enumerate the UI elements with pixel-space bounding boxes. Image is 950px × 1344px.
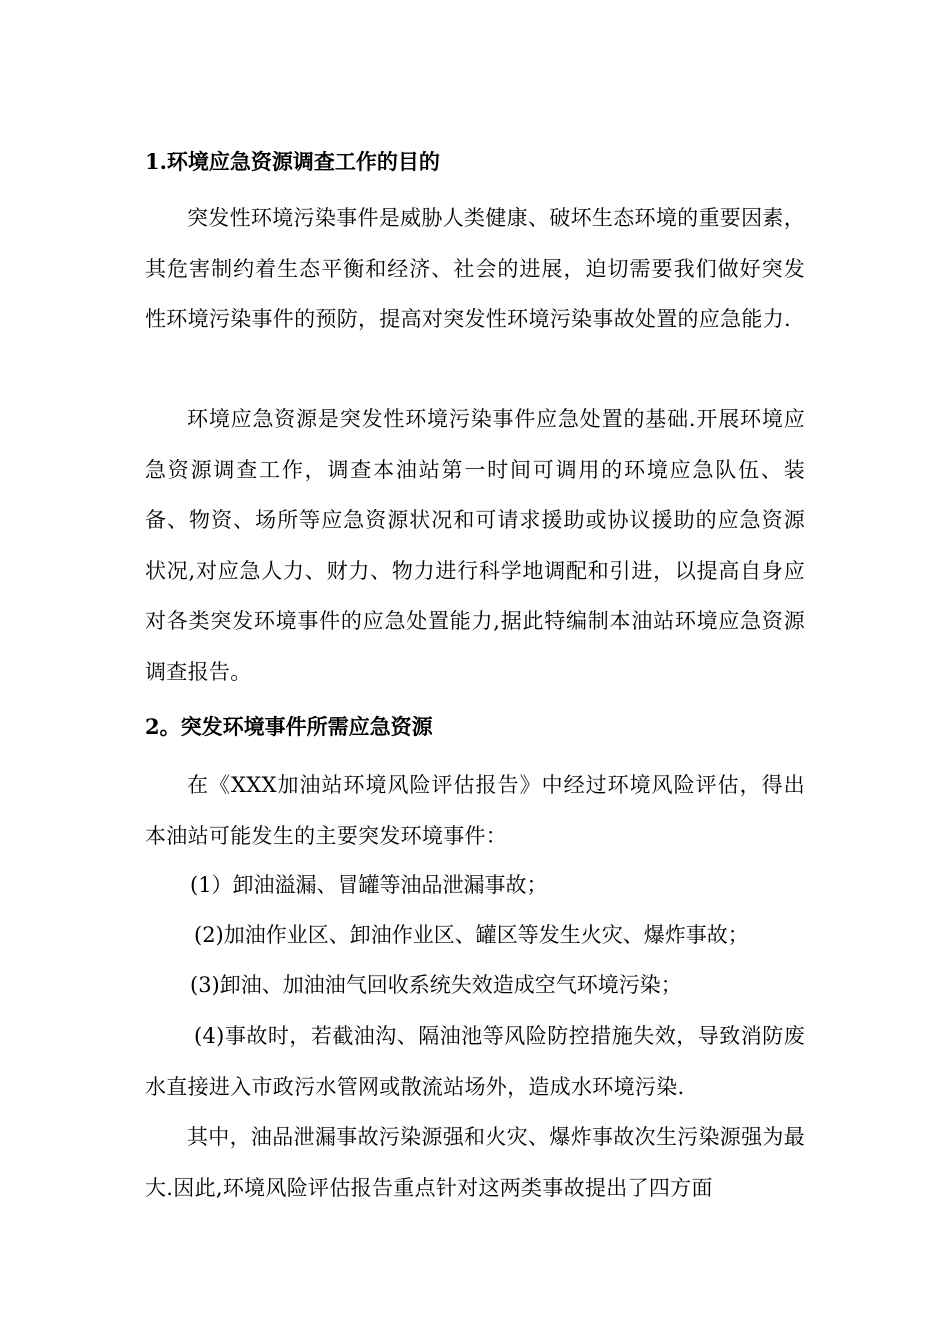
event-item-4: (4)事故时，若截油沟、隔油池等风险防控措施失效，导致消防废水直接进入市政污水管网或散流站场外，造成水环境污染. bbox=[145, 1024, 805, 1099]
section-2-intro: 在《XXX加油站环境风险评估报告》中经过环境风险评估，得出本油站可能发生的主要突发环境事件： bbox=[145, 773, 805, 848]
section-2-closing: 其中，油品泄漏事故污染源强和火灾、爆炸事故次生污染源强为最大.因此,环境风险评估报告重点针对这两类事故提出了四方面 bbox=[145, 1125, 805, 1200]
section-1-paragraph-2: 环境应急资源是突发性环境污染事件应急处置的基础.开展环境应急资源调查工作，调查本油站第一时间可调用的环境应急队伍、装备、物资、场所等应急资源状况和可请求援助或协议援助的应急资源状况,对应急人力、财力、物力进行科学地调配和引进，以提高自身应对各类突发环境事件的应急处置能力,据此特编制本油站环境应急资源调查报告。 bbox=[145, 407, 805, 684]
section-2-heading: 2。突发环境事件所需应急资源 bbox=[145, 714, 433, 739]
event-item-1: (1）卸油溢漏、冒罐等油品泄漏事故； bbox=[190, 873, 548, 897]
event-item-2: (2)加油作业区、卸油作业区、罐区等发生火灾、爆炸事故； bbox=[194, 923, 749, 947]
event-item-3: (3)卸油、加油油气回收系统失效造成空气环境污染； bbox=[190, 973, 682, 997]
section-1-paragraph-1: 突发性环境污染事件是威胁人类健康、破坏生态环境的重要因素，其危害制约着生态平衡和经济、社会的进展，迫切需要我们做好突发性环境污染事件的预防，提高对突发性环境污染事故处置的应急能力. bbox=[145, 206, 805, 332]
section-1-heading: 1.环境应急资源调查工作的目的 bbox=[145, 149, 440, 174]
